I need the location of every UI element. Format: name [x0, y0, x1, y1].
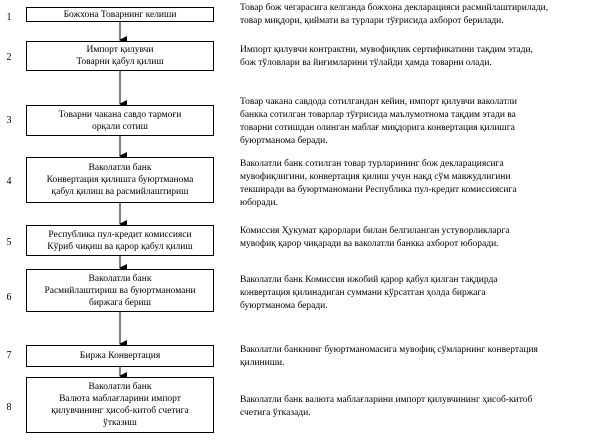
step-number-1: 1 [6, 12, 12, 23]
step-box-4-line-1: Ваколатли банк [88, 163, 152, 173]
step-desc-1-line-2: товар миқдори, қиймати ва турлари тўғрисида ахборот берилади. [240, 16, 504, 26]
step-box-2 [26, 41, 214, 71]
step-desc-3-line-2: банкка сотилган товарлар тўғрисида маълумотнома тақдим этади ва [240, 110, 516, 120]
step-box-6-line-2: Расмийлаштириш ва буюртманомани [44, 285, 196, 296]
step-box-6-line-1: Ваколатли банк [88, 273, 152, 284]
step-desc-7-line-1: Ваколатли банкнинг буюртманомасига мувофиқ сўмларнинг конвертация [240, 345, 538, 355]
step-desc-4 [240, 158, 598, 210]
step-number-8: 8 [6, 402, 12, 413]
step-box-3-line-1: Товарни чакана савдо тармоғи [58, 109, 182, 120]
step-box-8 [26, 377, 214, 433]
step-desc-4-line-2: мувофиқлигини, конвертация қилиш учун нақд сўм мавжудлигини [240, 172, 511, 182]
step-box-5-line-2: Кўриб чиқиш ва қарор қабул қилиш [47, 241, 193, 252]
step-box-4 [26, 157, 214, 203]
step-desc-8-line-2: счетига ўтказади. [240, 408, 311, 418]
step-box-3-line-2: орқали сотиш [91, 121, 148, 132]
step-desc-6-line-2: конвертация қилинадиган суммани кўрсатган ҳолда биржага [240, 288, 486, 298]
step-box-8-line-2: Валюта маблағларини импорт [59, 394, 181, 404]
step-desc-4-line-1: Ваколатли банк сотилган товар турларининг бож декларациясига [240, 159, 504, 169]
step-desc-6-line-1: Ваколатли банк Комиссия ижобий қарор қабул қилган тақдирда [240, 275, 498, 285]
step-box-6 [26, 269, 214, 312]
step-box-4-line-2: Конвертация қилишга буюртманома [46, 175, 194, 185]
step-box-5-line-1: Республика пул-кредит комиссияси [48, 229, 192, 240]
step-box-7-line-1: Биржа Конвертация [79, 351, 161, 361]
step-box-6-line-3: биржага бериш [88, 297, 151, 308]
step-desc-2-line-1: Импорт қилувчи контрактни, мувофиқлик сертификатини тақдим этади, [240, 45, 533, 55]
step-desc-6-line-3: буюртманома беради. [240, 301, 328, 311]
step-box-7 [26, 345, 214, 367]
step-desc-3 [240, 96, 598, 148]
step-desc-3-line-3: товарни сотишдан олинган маблағ миқдорига конвертация қилишга [240, 123, 515, 133]
step-box-1 [26, 7, 214, 22]
step-desc-3-line-4: буюртманома беради. [240, 136, 328, 146]
step-desc-8 [240, 394, 598, 420]
step-desc-5 [240, 225, 598, 251]
step-desc-2 [240, 44, 598, 70]
step-desc-2-line-2: бож тўловлари ва йиғимларини тўлайди ҳамда товарни олади. [240, 58, 492, 68]
step-box-2-line-1: Импорт қилувчи [86, 45, 154, 55]
step-box-8-line-4: ўтказиш [103, 418, 137, 428]
step-number-7: 7 [6, 350, 12, 361]
step-desc-7 [240, 344, 598, 370]
step-desc-4-line-4: юборади. [240, 198, 278, 208]
step-number-5: 5 [6, 237, 12, 248]
step-desc-5-line-1: Комиссия Ҳукумат қарорлари билан белгиланган устуворликларга [240, 226, 510, 236]
step-number-2: 2 [6, 52, 12, 63]
step-desc-8-line-1: Ваколатли банк валюта маблағларини импорт қилувчининг ҳисоб-китоб [240, 395, 533, 405]
step-desc-6 [240, 274, 598, 313]
step-box-3 [26, 105, 214, 136]
step-desc-5-line-2: мувофиқ қарор чиқаради ва ваколатли банкка ахборот юборади. [240, 239, 499, 249]
step-desc-4-line-3: текширади ва буюртманомани Республика пул-кредит комиссиясига [240, 185, 517, 195]
step-number-4: 4 [6, 176, 12, 187]
step-box-8-line-1: Ваколатли банк [88, 382, 152, 392]
step-desc-1 [240, 2, 598, 28]
step-number-3: 3 [6, 115, 12, 126]
step-box-2-line-2: Товарни қабул қилиш [76, 57, 164, 67]
step-number-6: 6 [6, 292, 12, 303]
step-box-5 [26, 225, 214, 256]
step-desc-7-line-2: қилиниши. [240, 358, 285, 368]
step-box-4-line-3: қабул қилиш ва расмийлаштириш [51, 187, 189, 197]
step-desc-3-line-1: Товар чакана савдода сотилгандан кейин, импорт қилувчи ваколатли [240, 97, 517, 107]
step-desc-1-line-1: Товар бож чегарасига келганда божхона декларацияси расмийлаштирилади, [240, 3, 549, 13]
step-box-1-line-1: Божхона Товарнинг келиши [63, 9, 177, 20]
step-box-8-line-3: қилувчининг ҳисоб-китоб счетига [51, 406, 189, 416]
